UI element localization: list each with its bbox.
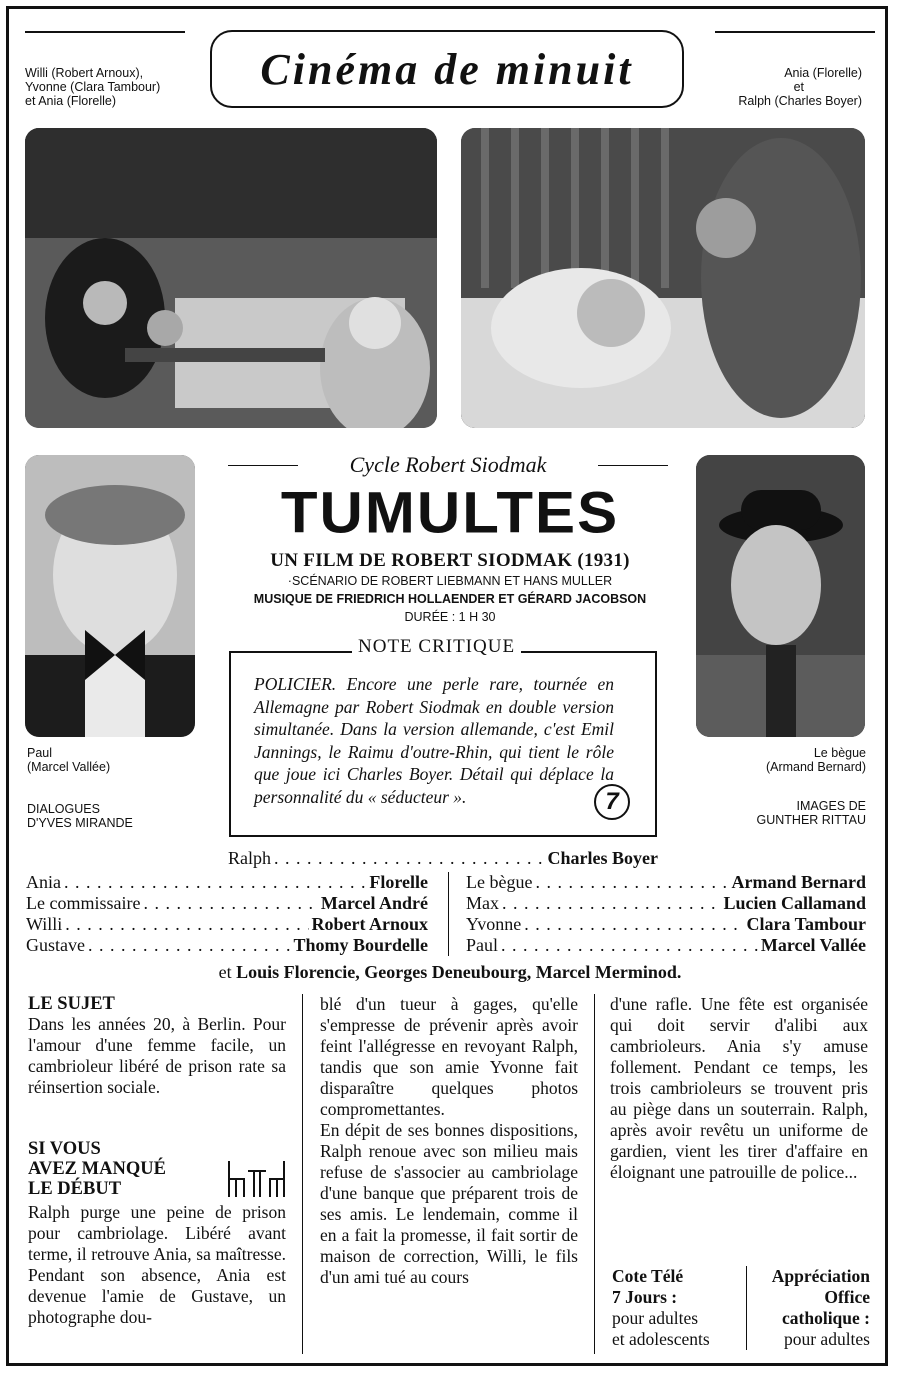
sujet-text: Dans les années 20, à Berlin. Pour l'amour d'une femme facile, un cambrioleur libéré de prison rate sa réinsertion sociale. <box>28 1014 286 1097</box>
note-title: NOTE CRITIQUE <box>352 636 521 658</box>
cast-dots <box>524 914 743 935</box>
cast-row <box>26 893 428 915</box>
col2-paragraph: blé d'un tueur à gages, qu'elle s'empresse de prévenir après avoir feint l'allégresse en revoyant Ralph, tandis que son amie Yvonne fait disparaître quelques photos compromettantes. <box>320 994 578 1119</box>
cast-role: Ralph <box>228 848 271 868</box>
cast-role: Le commissaire <box>26 893 141 913</box>
cast-row <box>466 914 866 936</box>
rating-value: pour adultes <box>612 1308 699 1328</box>
rating-heading: Cote Télé <box>612 1266 684 1286</box>
cast-row <box>26 935 428 957</box>
cast-extra-prefix: et <box>218 962 232 982</box>
cast-dots <box>535 872 728 893</box>
chairs-table-icon <box>226 1157 288 1199</box>
cast-dots <box>88 935 291 956</box>
rating-heading: catholique : <box>782 1308 870 1328</box>
cycle-heading: Cycle Robert Siodmak <box>228 452 668 478</box>
cast-actor: Marcel Vallée <box>760 935 866 955</box>
music-credit: MUSIQUE DE FRIEDRICH HOLLAENDER ET GÉRARD JACOBSON <box>253 592 647 606</box>
cast-actor: Robert Arnoux <box>311 914 428 934</box>
cast-actor: Florelle <box>369 872 428 892</box>
cast-role: Willi <box>26 914 63 934</box>
cast-actor: Charles Boyer <box>547 848 658 868</box>
column-divider <box>302 994 303 1354</box>
cast-actor: Lucien Callamand <box>723 893 866 913</box>
cast-dots <box>501 935 758 956</box>
cast-divider <box>448 872 449 956</box>
article-col-1-body <box>28 1202 286 1328</box>
rating-heading: Office <box>824 1287 870 1307</box>
header-rule-left <box>25 31 185 33</box>
portrait-caption-left: Paul (Marcel Vallée) <box>27 746 111 774</box>
cast-dots <box>274 848 545 869</box>
images-credit: IMAGES DE GUNTHER RITTAU <box>756 799 866 827</box>
director-line: UN FILM DE ROBERT SIODMAK (1931) <box>270 550 630 571</box>
cast-role: Gustave <box>26 935 85 955</box>
portrait-caption-right: Le bègue (Armand Bernard) <box>765 746 866 774</box>
rating-value: et adolescents <box>612 1329 710 1349</box>
catholic-rating <box>752 1266 870 1350</box>
note-text: POLICIER. Encore une perle rare, tournée en Allemagne par Robert Siodmak en double version simultanée. Dans la version allemande, c'est Emil Jannings, le Raimu d'outre-Rhin, qui tient le rôle que joue ici Charles Boyer. Détail qui déplace la personnalité du « séducteur ». <box>254 674 614 807</box>
missed-heading-line: AVEZ MANQUÉ <box>28 1159 166 1179</box>
cast-dots <box>65 914 308 935</box>
cast-dots <box>143 893 317 914</box>
page-title: Cinéma de minuit <box>210 30 684 108</box>
cast-role: Max <box>466 893 499 913</box>
header-caption-right: Ania (Florelle) et Ralph (Charles Boyer) <box>738 66 862 108</box>
col3-paragraph: d'une rafle. Une fête est organisée qui doit servir d'alibi aux cambrioleurs. Ania s'y amuse follement. Pendant ce temps, les trois cambrioleurs se trouvent pris au piège dans un souterrain. Ralph, après avoir revêtu un uniforme de gardien, vient les tirer d'affaire en éloignant une patrouille de police... <box>610 994 868 1182</box>
cast-extra-names: Louis Florencie, Georges Deneubourg, Marcel Merminod. <box>236 962 682 982</box>
missed-heading <box>28 1139 208 1199</box>
missed-heading-line: SI VOUS <box>28 1139 101 1159</box>
scenario-credit: ·SCÉNARIO DE ROBERT LIEBMANN ET HANS MULLER <box>287 574 613 588</box>
rating-divider <box>746 1266 747 1350</box>
header-caption-left: Willi (Robert Arnoux), Yvonne (Clara Tambour) et Ania (Florelle) <box>25 66 161 108</box>
cast-actor: Marcel André <box>320 893 428 913</box>
cast-role: Ania <box>26 872 61 892</box>
rating-heading: 7 Jours : <box>612 1287 678 1307</box>
cast-row <box>466 872 866 894</box>
dialogues-credit: DIALOGUES D'YVES MIRANDE <box>27 802 133 830</box>
channel-7-badge-icon: 7 <box>594 784 630 820</box>
cast-row <box>466 935 866 957</box>
photo-portrait-begue <box>696 455 865 737</box>
duration: DURÉE : 1 H 30 <box>404 610 496 624</box>
article-col-3 <box>610 994 868 1183</box>
rating-heading: Appréciation <box>771 1266 870 1286</box>
cast-role: Le bègue <box>466 872 533 892</box>
header-rule-right <box>715 31 875 33</box>
sujet-heading: LE SUJET <box>28 994 115 1014</box>
cast-lead <box>228 848 658 870</box>
cast-dots <box>502 893 720 914</box>
tele-rating <box>612 1266 742 1350</box>
article-col-1 <box>28 994 286 1098</box>
missed-text: Ralph purge une peine de prison pour cambriolage. Libéré avant terme, il retrouve Ania, sa maîtresse. Pendant son absence, Ania est devenue l'amie de Gustave, un photographe dou- <box>28 1202 286 1327</box>
cast-row <box>26 872 428 894</box>
cast-extra <box>0 962 900 983</box>
rating-value: pour adultes <box>783 1329 870 1349</box>
cast-row <box>26 914 428 936</box>
col2-paragraph: En dépit de ses bonnes dispositions, Ralph renoue avec son milieu mais refuse de s'associer au cambriolage d'une banque que préparent trois de ses amis. Le lendemain, comme il en a fait la promesse, il fait sortir de maison de correction, Willi, le fils d'un ami tué au cours <box>320 1120 578 1287</box>
cast-actor: Clara Tambour <box>746 914 866 934</box>
cast-row <box>466 893 866 915</box>
column-divider <box>594 994 595 1354</box>
photo-bed-scene <box>461 128 865 428</box>
photo-portrait-paul <box>25 455 195 737</box>
cast-role: Yvonne <box>466 914 522 934</box>
article-col-2 <box>320 994 578 1288</box>
cast-actor: Armand Bernard <box>731 872 866 892</box>
missed-heading-line: LE DÉBUT <box>28 1179 122 1199</box>
film-title: TUMULTES <box>280 479 620 546</box>
cast-dots <box>64 872 366 893</box>
cast-role: Paul <box>466 935 499 955</box>
photo-restaurant-scene <box>25 128 437 428</box>
cast-actor: Thomy Bourdelle <box>293 935 428 955</box>
